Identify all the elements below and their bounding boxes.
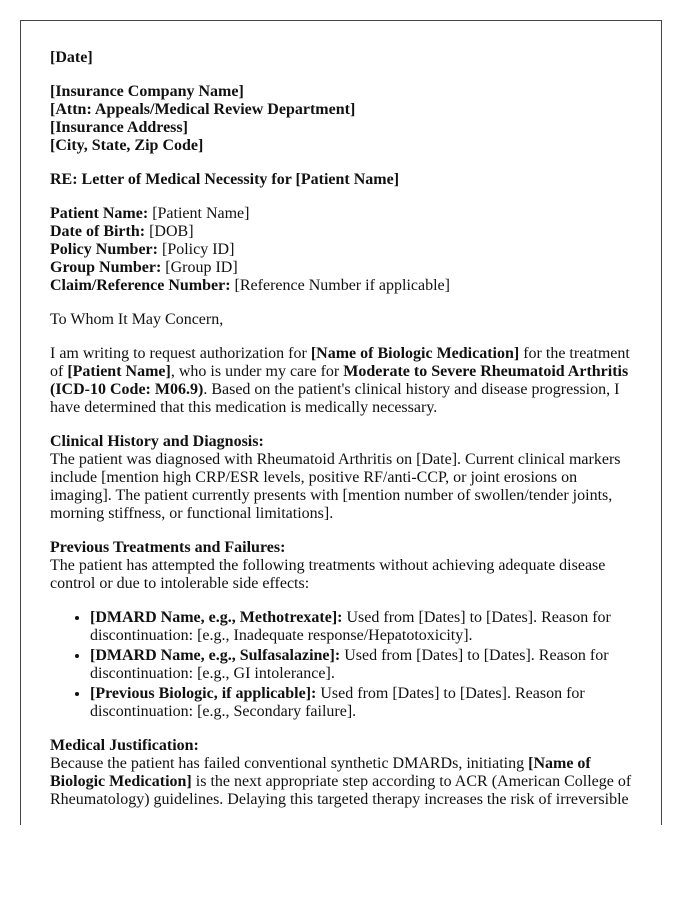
previous-treatments-section (50, 539, 632, 593)
treatment-list (50, 609, 632, 721)
field-value: [DOB] (145, 223, 194, 240)
treatment-details: Used from [Dates] to [Dates]. Reason for discontinuation: [e.g., Inadequate response/Hepatotoxicity]. (90, 609, 611, 644)
letter-page (20, 20, 662, 825)
text: , who is under my care for (170, 363, 344, 380)
field-label: Claim/Reference Number: (50, 277, 231, 294)
field-value: [Policy ID] (157, 241, 235, 258)
field-value: [Patient Name] (148, 205, 250, 222)
section-heading: Previous Treatments and Failures: (50, 539, 286, 556)
attn-line: [Attn: Appeals/Medical Review Department] (50, 101, 356, 118)
list-item (90, 685, 632, 721)
patient-name-row (50, 205, 632, 223)
field-value: [Group ID] (161, 259, 238, 276)
list-item (90, 609, 632, 645)
text: I am writing to request authorization for (50, 345, 311, 362)
insurance-company: [Insurance Company Name] (50, 83, 244, 100)
insurance-address: [Insurance Address] (50, 119, 188, 136)
group-number-row (50, 259, 632, 277)
subject-text: RE: Letter of Medical Necessity for [Patient Name] (50, 171, 400, 188)
letter-date (50, 49, 632, 67)
treatment-details: Used from [Dates] to [Dates]. Reason for discontinuation: [e.g., Secondary failure]. (90, 685, 585, 720)
dob-row (50, 223, 632, 241)
section-text: The patient has attempted the following treatments without achieving adequate disease control or due to intolerable side effects: (50, 557, 606, 592)
medical-justification-section (50, 737, 632, 809)
text: . Based on the patient's clinical history and disease progression, I have determined that this medication is medically necessary. (50, 381, 620, 416)
medication-name: [Name of Biologic Medication] (50, 755, 591, 790)
section-heading: Clinical History and Diagnosis: (50, 433, 264, 450)
city-state-zip: [City, State, Zip Code] (50, 137, 204, 154)
section-heading: Medical Justification: (50, 737, 199, 754)
claim-number-row (50, 277, 632, 295)
treatment-details: Used from [Dates] to [Dates]. Reason for discontinuation: [e.g., GI intolerance]. (90, 647, 609, 682)
list-item (90, 647, 632, 683)
salutation: To Whom It May Concern, (50, 311, 224, 328)
treatment-name: [DMARD Name, e.g., Methotrexate]: (90, 609, 343, 626)
treatment-name: [DMARD Name, e.g., Sulfasalazine]: (90, 647, 341, 664)
diagnosis: Moderate to Severe Rheumatoid Arthritis (ICD-10 Code: M06.9) (50, 363, 629, 398)
section-text: The patient was diagnosed with Rheumatoid Arthritis on [Date]. Current clinical markers include [mention high CRP/ESR levels, positive RF/anti-CCP, or joint erosions on imaging]. The patient currently presents with [mention number of swollen/tender joints, morning stiffness, or functional limitations]. (50, 451, 621, 522)
text: for the treatment of (50, 345, 630, 380)
field-label: Group Number: (50, 259, 162, 276)
subject-line (50, 171, 632, 189)
medication-name: [Name of Biologic Medication] (310, 345, 520, 362)
text: Because the patient has failed conventional synthetic DMARDs, initiating (50, 755, 529, 772)
date-text: [Date] (50, 49, 93, 66)
field-label: Patient Name: (50, 205, 149, 222)
field-value: [Reference Number if applicable] (230, 277, 450, 294)
field-label: Policy Number: (50, 241, 158, 258)
treatment-name: [Previous Biologic, if applicable]: (90, 685, 317, 702)
patient-info (50, 205, 632, 295)
recipient-address (50, 83, 632, 155)
field-label: Date of Birth: (50, 223, 146, 240)
intro-paragraph (50, 345, 632, 417)
clinical-history-section (50, 433, 632, 523)
patient-name: [Patient Name] (67, 363, 171, 380)
policy-number-row (50, 241, 632, 259)
text: is the next appropriate step according to ACR (American College of Rheumatology) guidelines. Delaying this targeted therapy increases the risk of irreversible (50, 773, 632, 808)
